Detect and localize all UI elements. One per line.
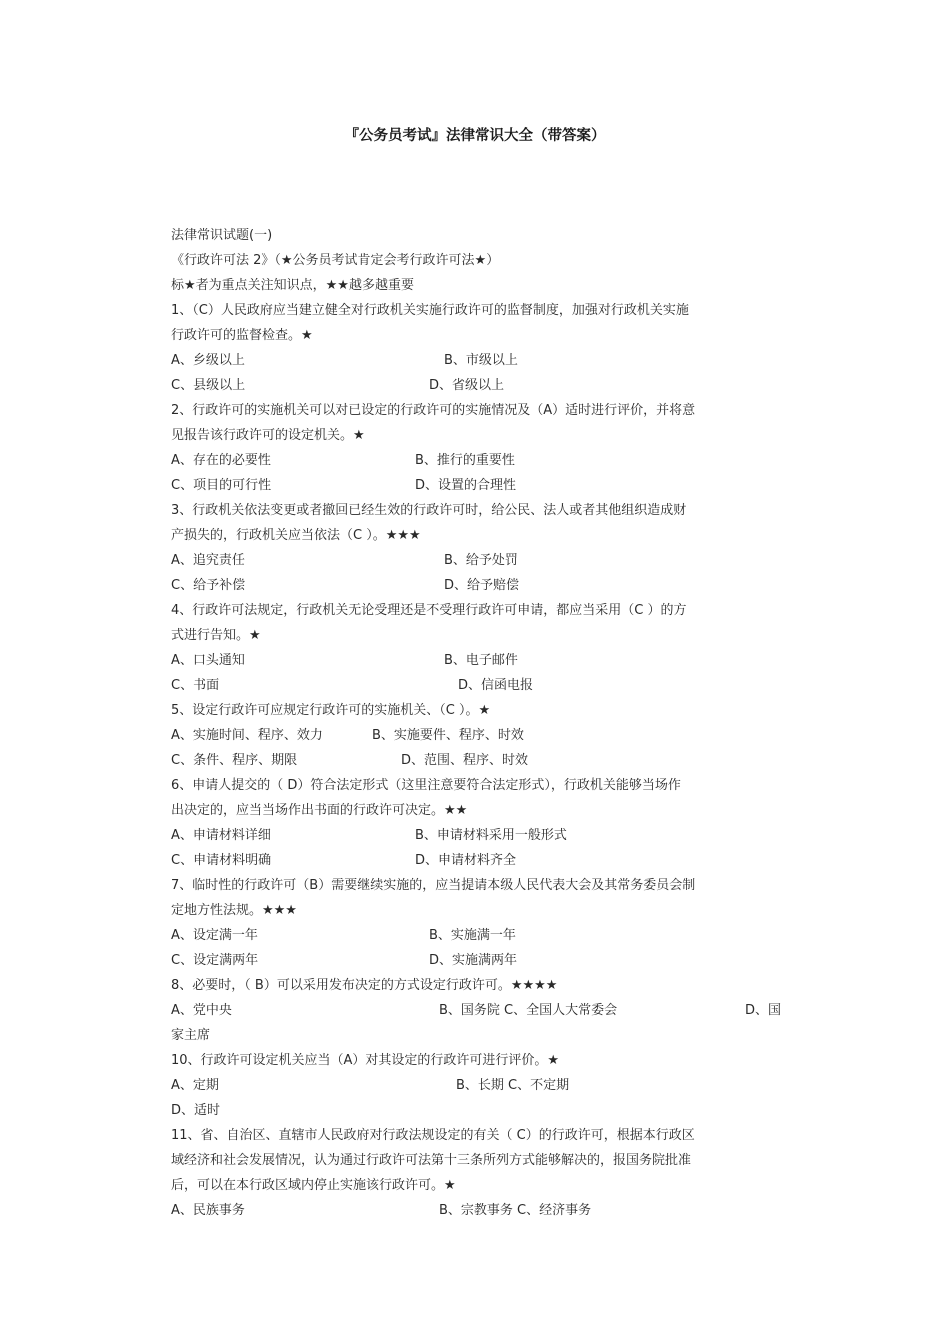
- question-1-option-c: C、县级以上: [171, 378, 246, 393]
- question-10-option-a: A、定期: [171, 1078, 219, 1093]
- question-10-option-d: D、适时: [171, 1103, 221, 1118]
- question-4-option-a: A、口头通知: [171, 653, 245, 668]
- question-1-text-cont: 行政许可的监督检查。★: [171, 328, 313, 343]
- question-1-option-d: D、省级以上: [429, 378, 505, 393]
- question-3-text: 3、行政机关依法变更或者撤回已经生效的行政许可时，给公民、法人或者其他组织造成财: [171, 503, 687, 518]
- question-11-text: 11、省、自治区、直辖市人民政府对行政法规设定的有关（ C）的行政许可，根据本行政区: [171, 1128, 695, 1143]
- question-1-option-a: A、乡级以上: [171, 353, 245, 368]
- question-2-text: 2、行政许可的实施机关可以对已设定的行政许可的实施情况及（A）适时进行评价，并将意: [171, 403, 696, 418]
- question-3-option-b: B、给予处罚: [444, 553, 518, 568]
- question-10-text: 10、行政许可设定机关应当（A）对其设定的行政许可进行评价。★: [171, 1053, 560, 1068]
- question-4-option-b: B、电子邮件: [444, 653, 518, 668]
- question-3-option-a: A、追究责任: [171, 553, 245, 568]
- question-8-option-a: A、党中央: [171, 1003, 232, 1018]
- importance-legend: 标★者为重点关注知识点，★★越多越重要: [171, 278, 414, 293]
- question-2-option-d: D、设置的合理性: [415, 478, 517, 493]
- question-3-option-d: D、给予赔偿: [444, 578, 520, 593]
- question-4-text: 4、行政许可法规定，行政机关无论受理还是不受理行政许可申请，都应当采用（C ）的方: [171, 603, 687, 618]
- question-5-option-c: C、条件、程序、期限: [171, 753, 298, 768]
- question-5-option-b: B、实施要件、程序、时效: [372, 728, 524, 743]
- question-8-option-bc: B、国务院 C、全国人大常委会: [439, 1003, 618, 1018]
- question-1-text: 1、（C）人民政府应当建立健全对行政机关实施行政许可的监督制度，加强对行政机关实施: [171, 303, 689, 318]
- section-title: 法律常识试题(一): [171, 228, 273, 243]
- question-8-option-d: D、国: [745, 1003, 782, 1018]
- question-6-text-cont: 出决定的，应当当场作出书面的行政许可决定。★★: [171, 803, 468, 818]
- document-subtitle: 《行政许可法 2》（★公务员考试肯定会考行政许可法★）: [171, 253, 500, 268]
- question-7-text-cont: 定地方性法规。★★★: [171, 903, 297, 918]
- question-6-text: 6、申请人提交的（ D）符合法定形式（这里注意要符合法定形式），行政机关能够当场作: [171, 778, 681, 793]
- question-7-option-c: C、设定满两年: [171, 953, 259, 968]
- question-6-option-b: B、申请材料采用一般形式: [415, 828, 567, 843]
- question-2-option-c: C、项目的可行性: [171, 478, 272, 493]
- question-11-option-bc: B、宗教事务 C、经济事务: [439, 1203, 592, 1218]
- question-7-option-a: A、设定满一年: [171, 928, 258, 943]
- question-2-text-cont: 见报告该行政许可的设定机关。★: [171, 428, 365, 443]
- question-10-option-bc: B、长期 C、不定期: [456, 1078, 570, 1093]
- question-3-option-c: C、给予补偿: [171, 578, 246, 593]
- question-4-option-c: C、书面: [171, 678, 220, 693]
- question-6-option-d: D、申请材料齐全: [415, 853, 517, 868]
- question-5-option-d: D、范围、程序、时效: [401, 753, 529, 768]
- question-2-option-b: B、推行的重要性: [415, 453, 515, 468]
- question-4-text-cont: 式进行告知。★: [171, 628, 261, 643]
- question-4-option-d: D、信函电报: [458, 678, 534, 693]
- question-8-text: 8、必要时，（ B）可以采用发布决定的方式设定行政许可。★★★★: [171, 978, 558, 993]
- question-6-option-a: A、申请材料详细: [171, 828, 271, 843]
- question-5-text: 5、设定行政许可应规定行政许可的实施机关、（C ）。★: [171, 703, 491, 718]
- question-11-text-cont2: 后，可以在本行政区域内停止实施该行政许可。★: [171, 1178, 456, 1193]
- question-7-text: 7、临时性的行政许可（B）需要继续实施的，应当提请本级人民代表大会及其常务委员会制: [171, 878, 696, 893]
- question-11-text-cont: 域经济和社会发展情况，认为通过行政许可法第十三条所列方式能够解决的，报国务院批准: [171, 1153, 692, 1168]
- question-5-option-a: A、实施时间、程序、效力: [171, 728, 323, 743]
- question-11-option-a: A、民族事务: [171, 1203, 245, 1218]
- document-title: 『公务员考试』法律常识大全（带答案）: [344, 128, 606, 144]
- question-7-option-b: B、实施满一年: [429, 928, 516, 943]
- question-8-option-d-wrap: 家主席: [171, 1028, 211, 1043]
- question-1-option-b: B、市级以上: [444, 353, 518, 368]
- question-6-option-c: C、申请材料明确: [171, 853, 272, 868]
- question-7-option-d: D、实施满两年: [429, 953, 518, 968]
- question-2-option-a: A、存在的必要性: [171, 453, 271, 468]
- question-3-text-cont: 产损失的，行政机关应当依法（C ）。★★★: [171, 528, 421, 543]
